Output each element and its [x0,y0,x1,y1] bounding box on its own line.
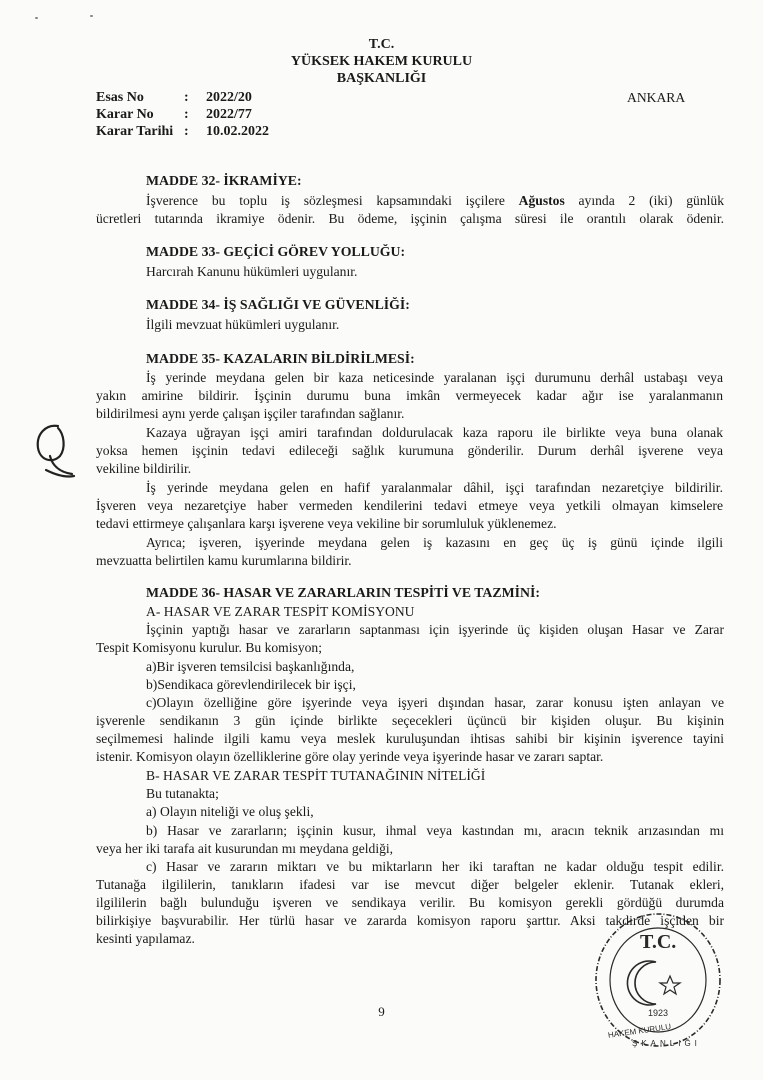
article-36-line: a)Bir işveren temsilcisi başkanlığında, [146,659,355,674]
article-35-line: Kazaya uğrayan işçi amiri tarafından doldurulacak kaza raporu ile birlikte veya buna olanak [146,425,723,440]
article-35-line: yoksa hemen işçinin tedavi edileceği sağlık kurumuna gönderilir. Durum derhâl işverene veya [96,443,723,458]
article-36-line: veya her iki tarafa ait kusurundan mı meydana geldiği, [96,841,394,856]
svg-text:HAKEM KURULU: HAKEM KURULU [607,1022,672,1040]
article-33-title: MADDE 33- GEÇİCİ GÖREV YOLLUĞU: [146,244,406,259]
article-35-line: tedavi ettirmeye çalışanlara karşı işverene veya vekiline bir sorumluluk yüklenemez. [96,516,557,531]
meta-value: 2022/20 [206,90,252,105]
article-35-line: vekiline bildirilir. [96,461,192,476]
article-35-line: İş yerinde meydana gelen en hafif yaralanmalar dâhil, işçi tarafından nezaretçiye bildirilir. [146,480,723,495]
meta-colon: : [184,124,189,139]
article-36-line: c) Hasar ve zararın miktarı ve bu miktarların her iki taraftan ne kadar olduğu tespit edilir. [146,859,724,874]
header-institution: YÜKSEK HAKEM KURULU [290,54,473,69]
svg-text:T.C.: T.C. [640,931,677,953]
scan-speck [90,15,93,17]
meta-row-esas [96,89,252,106]
article-35-title: MADDE 35- KAZALARIN BİLDİRİLMESİ: [146,351,415,366]
meta-colon: : [184,90,189,105]
article-32-title: MADDE 32- İKRAMİYE: [146,173,302,188]
article-36-line: bilirkişiye başvurabilir. Her türlü hasar ve zararda komisyon raporu şarttır. Aksi takdirde işçiden bir [96,913,724,928]
article-36-line: b)Sendikaca görevlendirilecek bir işçi, [146,677,356,692]
city: ANKARA [627,90,686,105]
text-run-bold: Ağustos [518,193,565,208]
meta-row-tarih [96,123,269,140]
header-tc: T.C. [368,37,395,52]
page-number: 9 [378,1004,385,1019]
svg-text:ŞKANLIĞI: ŞKANLIĞI [632,1039,701,1048]
text-run: ayında 2 (iki) günlük [564,193,724,208]
article-35-line: bildirilmesi aynı yerde çalışan işçiler tarafından sağlanır. [96,406,405,421]
meta-row-karar [96,106,252,123]
article-32-line1 [146,192,724,211]
article-36-line: kesinti yapılamaz. [96,931,195,946]
article-34-text: İlgili mevzuat hükümleri uygulanır. [146,317,340,332]
meta-key: Karar No [96,107,154,122]
article-36-line: istenir. Komisyon olayın özelliklerine göre olay yerinde veya işyerinde hasar ve zararı saptar. [96,749,604,764]
article-34-title: MADDE 34- İŞ SAĞLIĞI VE GÜVENLİĞİ: [146,297,410,312]
meta-value: 10.02.2022 [206,124,269,139]
handwritten-initial-icon [28,420,80,482]
article-35-line: mevzuatta belirtilen kamu kurumlarına bildirir. [96,553,352,568]
article-36-line: a) Olayın niteliği ve oluş şekli, [146,804,314,819]
article-35-line: Ayrıca; işveren, işyerinde meydana gelen iş kazasını en geç üç iş günü içinde ilgili [146,535,723,550]
article-35-line: yakın amirine bildirir. İşçinin durumu buna imkân vermeyecek kadar ağır ise yaralanmanın [96,388,723,403]
article-36-line: Tespit Komisyonu kurulur. Bu komisyon; [96,640,322,655]
meta-value: 2022/77 [206,107,252,122]
article-36-line: ilgililerin bağlı bulunduğu işveren ve sendikaya verilir. Bu komisyon gerekli gördüğü durumda [96,895,724,910]
text-run: İşverence bu toplu iş sözleşmesi kapsamındaki işçilere [146,193,519,208]
article-36-line: İşçinin yaptığı hasar ve zararların saptanması için işyerinde üç kişiden oluşan Hasar ve Zarar [146,622,724,637]
meta-key: Esas No [96,90,144,105]
article-36-line: c)Olayın özelliğine göre işyerinde veya işyeri dışından hasar, zarar konusu işten anlayan ve [146,695,724,710]
meta-colon: : [184,107,189,122]
article-35-line: İş yerinde meydana gelen bir kaza neticesinde yaralanan işçi durumunu derhâl ustabaşı veya [146,370,723,385]
article-36-section-a-title: A- HASAR VE ZARAR TESPİT KOMİSYONU [146,604,415,619]
article-35-line: İşveren veya nezaretçiye haber vermeden kendilerini tedavi etmeye veya yetkili olmayan kimselere [96,498,723,513]
official-seal-icon [590,900,730,1050]
article-36-line: seçilmemesi halinde ilgili kamu veya meslek kuruluşundan ihtisas sahibi bir kişinin işverence tayini [96,731,724,746]
article-36-line: Tutanağa ilgililerin, tanıkların ifadesi var ise mevcut diğer belgeler eklenir. Tutanak ekleri, [96,877,724,892]
svg-text:1923: 1923 [648,1008,669,1018]
article-36-line: b) Hasar ve zararların; işçinin kusur, ihmal veya kastından mı, aracın teknik arızasından mı [146,823,724,838]
scan-speck [35,17,38,19]
article-36-line: işverenle sendikanın 3 gün içinde birlikte seçecekleri üçüncü bir kişiden oluşur. Bu kişinin [96,713,724,728]
article-33-text: Harcırah Kanunu hükümleri uygulanır. [146,264,358,279]
article-36-section-b-title: B- HASAR VE ZARAR TESPİT TUTANAĞININ NİTELİĞİ [146,768,486,783]
article-36-line: Bu tutanakta; [146,786,219,801]
article-32-line2: ücretleri tutarında ikramiye ödenir. Bu ödeme, işçinin çalışma süresi ile orantılı olarak ödenir. [96,211,724,226]
header-presidency: BAŞKANLIĞI [336,71,427,86]
meta-key: Karar Tarihi [96,124,174,139]
article-36-title: MADDE 36- HASAR VE ZARARLARIN TESPİTİ VE TAZMİNİ: [146,585,540,600]
